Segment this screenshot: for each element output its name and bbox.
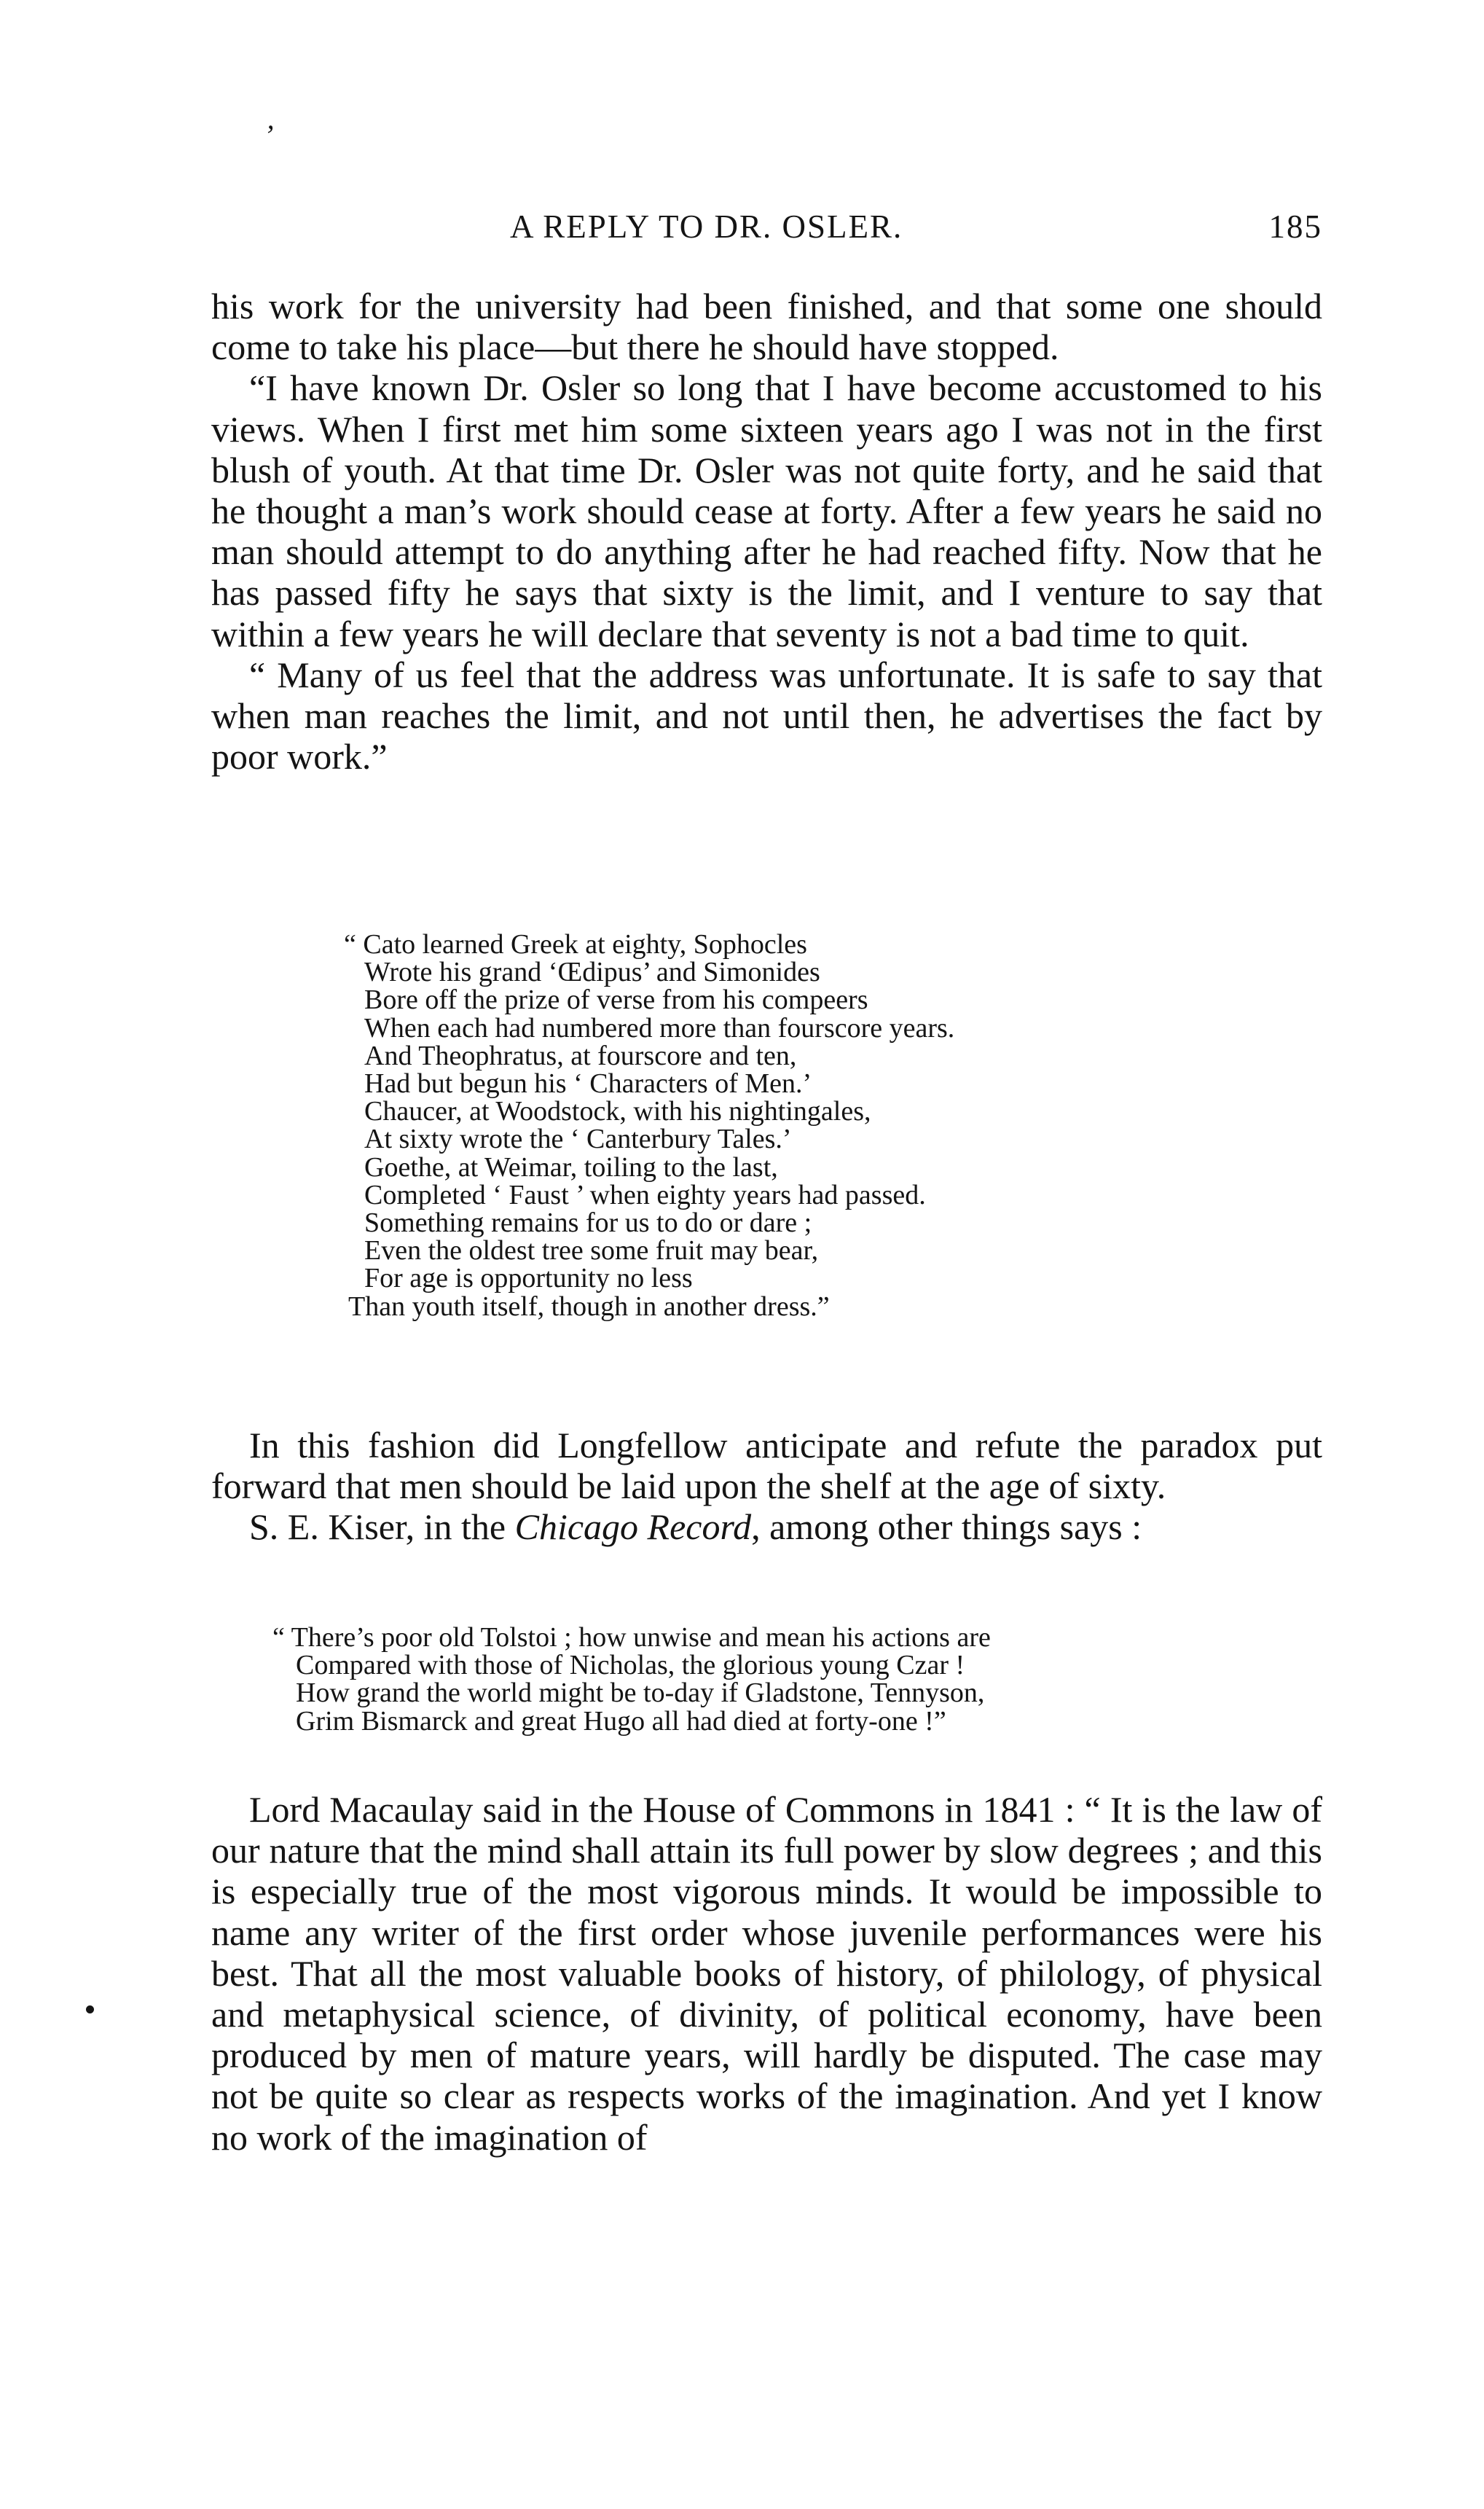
running-title: A REPLY TO DR. OSLER. bbox=[510, 208, 903, 245]
poem-line: Something remains for us to do or dare ; bbox=[364, 1207, 812, 1239]
poem-line: Even the oldest tree some fruit may bear, bbox=[364, 1235, 819, 1267]
prose-block-2 bbox=[211, 1425, 1322, 1548]
poem-line: At sixty wrote the ‘ Canterbury Tales.’ bbox=[364, 1124, 792, 1155]
poem-line: Had but begun his ‘ Characters of Men.’ bbox=[364, 1068, 812, 1100]
poem-line: Compared with those of Nicholas, the glorious young Czar ! bbox=[296, 1650, 965, 1681]
poem-line: Than youth itself, though in another dress.” bbox=[348, 1291, 830, 1322]
poem-line: Chaucer, at Woodstock, with his nightingales, bbox=[364, 1096, 871, 1127]
page-number: 185 bbox=[1268, 208, 1322, 245]
poem-line: And Theophratus, at fourscore and ten, bbox=[364, 1040, 797, 1071]
kiser-text-after: , among other things says : bbox=[751, 1506, 1142, 1548]
poem-line: “ There’s poor old Tolstoi ; how unwise and mean his actions are bbox=[272, 1622, 991, 1653]
publication-title: Chicago Record bbox=[514, 1506, 752, 1548]
margin-mark: ’ bbox=[264, 119, 274, 152]
margin-dot bbox=[86, 2005, 94, 2013]
longfellow-poem bbox=[344, 931, 954, 1320]
poem-line: “ Cato learned Greek at eighty, Sophocles bbox=[344, 929, 807, 960]
poem-line: Completed ‘ Faust ’ when eighty years had passed. bbox=[364, 1179, 926, 1210]
prose-block-1 bbox=[211, 286, 1322, 777]
kiser-text-before: S. E. Kiser, in the bbox=[249, 1506, 515, 1548]
poem-line: Grim Bismarck and great Hugo all had died at forty-one !” bbox=[296, 1705, 946, 1737]
paragraph-macaulay: Lord Macaulay said in the House of Commons in 1841 : “ It is the law of our nature that the mind shall attain its full power by slow degrees ; and this is especially true of the most vigorous minds. It would be impossible to name any writer of the first order whose juvenile performances were his best. That all the most valuable books of history, of philology, of physical and metaphysical science, of divinity, of political economy, have been produced by men of mature years, will hardly be disputed. The case may not be quite so clear as respects works of the imagination. And yet I know no work of the imagination of bbox=[211, 1789, 1322, 2158]
kiser-poem bbox=[272, 1624, 991, 1735]
paragraph-address: “ Many of us feel that the address was unfortunate. It is safe to say that when man reaches the limit, and not until then, he advertises the fact by poor work.” bbox=[211, 654, 1322, 778]
paragraph-osler-views: “I have known Dr. Osler so long that I have become accustomed to his views. When I first met him some sixteen years ago I was not in the first blush of youth. At that time Dr. Osler was not quite forty, and he said that he thought a man’s work should cease at forty. After a few years he said no man should attempt to do anything after he had reached fifty. Now that he has passed fifty he says that sixty is the limit, and I venture to say that within a few years he will declare that seventy is not a bad time to quit. bbox=[211, 367, 1322, 654]
paragraph-kiser bbox=[211, 1506, 1322, 1547]
poem-line: When each had numbered more than fourscore years. bbox=[364, 1012, 955, 1044]
poem-line: Goethe, at Weimar, toiling to the last, bbox=[364, 1151, 778, 1183]
running-head bbox=[211, 208, 1322, 251]
prose-block-3 bbox=[211, 1789, 1322, 2158]
poem-line: How grand the world might be to-day if Gladstone, Tennyson, bbox=[296, 1678, 985, 1709]
paragraph-longfellow: In this fashion did Longfellow anticipate and refute the paradox put forward that men should be laid upon the shelf at the age of sixty. bbox=[211, 1425, 1322, 1507]
poem-line: For age is opportunity no less bbox=[364, 1263, 693, 1294]
poem-line: Wrote his grand ‘Œdipus’ and Simonides bbox=[364, 957, 820, 988]
poem-line: Bore off the prize of verse from his compeers bbox=[364, 985, 868, 1016]
paragraph-continued: his work for the university had been finished, and that some one should come to take his place—but there he should have stopped. bbox=[211, 286, 1322, 368]
